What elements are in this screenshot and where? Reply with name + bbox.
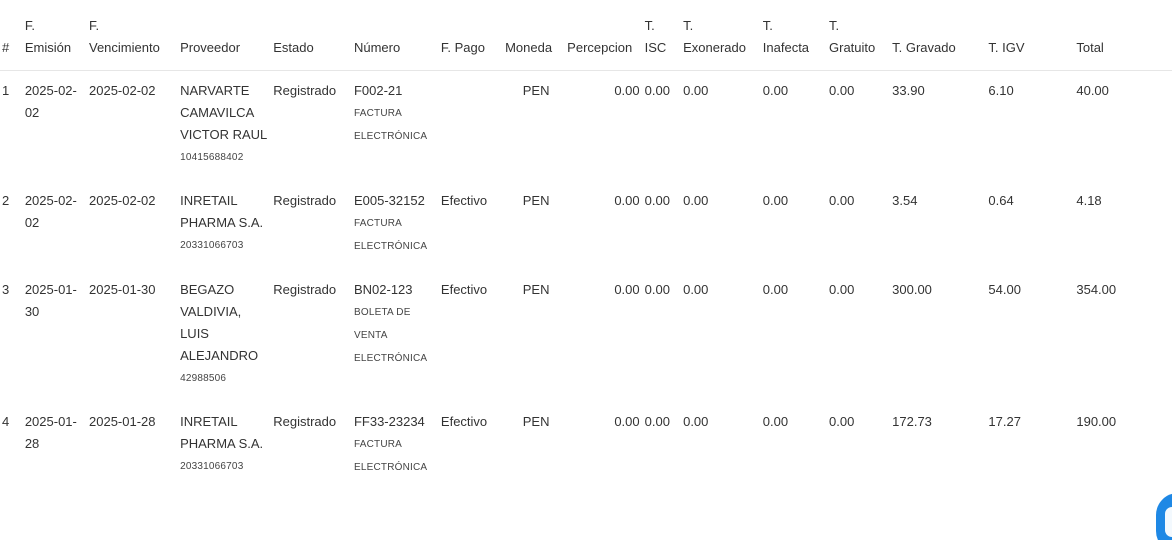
cell-t-gravado: 33.90 bbox=[892, 83, 925, 98]
tipo-documento: FACTURA ELECTRÓNICA bbox=[353, 439, 428, 473]
col-header-index[interactable]: # bbox=[0, 0, 25, 71]
table-header bbox=[0, 0, 1172, 71]
cell-percepcion: 0.00 bbox=[614, 414, 640, 429]
cell-estado: Registrado bbox=[273, 414, 337, 429]
proveedor-name: NARVARTE CAMAVILCA VICTOR RAUL bbox=[180, 83, 268, 142]
cell-proveedor bbox=[180, 270, 273, 402]
tipo-documento: BOLETA DE VENTA ELECTRÓNICA bbox=[353, 307, 428, 364]
cell-numero bbox=[354, 402, 441, 491]
numero-value: E005-32152 bbox=[353, 193, 425, 208]
cell-t-gratuito: 0.00 bbox=[829, 414, 855, 429]
proveedor-name: INRETAIL PHARMA S.A. bbox=[180, 193, 264, 230]
proveedor-name: BEGAZO VALDIVIA, LUIS ALEJANDRO bbox=[180, 282, 259, 363]
col-header-t-igv[interactable]: T. IGV bbox=[988, 0, 1076, 71]
numero-value: BN02-123 bbox=[353, 282, 413, 297]
col-header-t-exonerado[interactable]: T. Exonerado bbox=[683, 0, 763, 71]
cell-t-igv: 17.27 bbox=[988, 414, 1021, 429]
table-row[interactable] bbox=[0, 270, 1172, 402]
cell-f-emision: 2025-02-02 bbox=[24, 193, 77, 230]
cell-t-exonerado: 0.00 bbox=[683, 414, 709, 429]
cell-t-inafecta: 0.00 bbox=[762, 193, 789, 208]
cell-index: 4 bbox=[2, 414, 10, 429]
cell-total: 190.00 bbox=[1076, 414, 1117, 429]
cell-moneda: PEN bbox=[522, 193, 550, 208]
cell-numero bbox=[354, 270, 441, 402]
cell-t-isc: 0.00 bbox=[644, 83, 670, 98]
numero-value: F002-21 bbox=[353, 83, 403, 98]
header-row bbox=[0, 0, 1172, 71]
cell-t-gravado: 172.73 bbox=[892, 414, 932, 429]
table-body bbox=[0, 71, 1172, 492]
col-header-f-vencimiento[interactable]: F. Vencimiento bbox=[89, 0, 180, 71]
proveedor-name: INRETAIL PHARMA S.A. bbox=[180, 414, 264, 451]
cell-moneda: PEN bbox=[522, 414, 550, 429]
cell-f-vencimiento: 2025-02-02 bbox=[89, 83, 156, 98]
cell-t-gratuito: 0.00 bbox=[829, 193, 855, 208]
col-header-t-gratuito[interactable]: T. Gratuito bbox=[829, 0, 892, 71]
cell-estado: Registrado bbox=[273, 193, 337, 208]
col-header-t-isc[interactable]: T. ISC bbox=[640, 0, 683, 71]
cell-f-pago: Efectivo bbox=[440, 282, 488, 297]
cell-index: 2 bbox=[2, 193, 10, 208]
tipo-documento: FACTURA ELECTRÓNICA bbox=[353, 218, 428, 252]
cell-moneda: PEN bbox=[522, 282, 550, 297]
cell-total: 354.00 bbox=[1076, 282, 1117, 297]
cell-t-inafecta: 0.00 bbox=[762, 83, 789, 98]
cell-numero bbox=[354, 71, 441, 182]
proveedor-ruc: 20331066703 bbox=[180, 461, 244, 472]
cell-percepcion: 0.00 bbox=[614, 193, 640, 208]
table-row[interactable] bbox=[0, 402, 1172, 491]
proveedor-ruc: 42988506 bbox=[180, 373, 227, 384]
col-header-percepcion[interactable]: Percepcion bbox=[567, 0, 639, 71]
col-header-t-gravado[interactable]: T. Gravado bbox=[892, 0, 988, 71]
cell-total: 40.00 bbox=[1076, 83, 1109, 98]
col-header-proveedor[interactable]: Proveedor bbox=[180, 0, 273, 71]
cell-f-vencimiento: 2025-01-28 bbox=[89, 414, 156, 429]
col-header-moneda[interactable]: Moneda bbox=[505, 0, 567, 71]
numero-value: FF33-23234 bbox=[353, 414, 425, 429]
proveedor-ruc: 10415688402 bbox=[180, 152, 244, 163]
proveedor-ruc: 20331066703 bbox=[180, 240, 244, 251]
cell-numero bbox=[354, 181, 441, 270]
cell-t-isc: 0.00 bbox=[644, 193, 670, 208]
cell-t-igv: 54.00 bbox=[988, 282, 1021, 297]
cell-index: 1 bbox=[2, 83, 10, 98]
cell-f-vencimiento: 2025-01-30 bbox=[89, 282, 156, 297]
col-header-f-emision[interactable]: F. Emisión bbox=[25, 0, 89, 71]
cell-t-exonerado: 0.00 bbox=[683, 83, 709, 98]
cell-t-gratuito: 0.00 bbox=[829, 83, 855, 98]
cell-f-pago: Efectivo bbox=[440, 193, 488, 208]
cell-f-emision: 2025-01-28 bbox=[24, 414, 77, 451]
col-header-estado[interactable]: Estado bbox=[273, 0, 354, 71]
chat-bubble-icon[interactable] bbox=[1156, 493, 1172, 540]
table-row[interactable] bbox=[0, 181, 1172, 270]
cell-proveedor bbox=[180, 71, 273, 182]
cell-f-pago bbox=[441, 71, 505, 182]
cell-f-vencimiento: 2025-02-02 bbox=[89, 193, 156, 208]
cell-moneda: PEN bbox=[522, 83, 550, 98]
cell-t-isc: 0.00 bbox=[644, 282, 670, 297]
cell-percepcion: 0.00 bbox=[614, 282, 640, 297]
cell-percepcion: 0.00 bbox=[614, 83, 640, 98]
col-header-numero[interactable]: Número bbox=[354, 0, 441, 71]
tipo-documento: FACTURA ELECTRÓNICA bbox=[353, 108, 428, 142]
cell-proveedor bbox=[180, 402, 273, 491]
cell-total: 4.18 bbox=[1076, 193, 1102, 208]
cell-t-inafecta: 0.00 bbox=[762, 282, 789, 297]
cell-f-pago: Efectivo bbox=[440, 414, 488, 429]
cell-index: 3 bbox=[2, 282, 10, 297]
table-row[interactable] bbox=[0, 71, 1172, 182]
col-header-total[interactable]: Total bbox=[1076, 0, 1172, 71]
cell-t-isc: 0.00 bbox=[644, 414, 670, 429]
col-header-f-pago[interactable]: F. Pago bbox=[441, 0, 505, 71]
cell-f-emision: 2025-01-30 bbox=[24, 282, 77, 319]
cell-t-gravado: 300.00 bbox=[892, 282, 932, 297]
cell-t-igv: 0.64 bbox=[988, 193, 1014, 208]
cell-t-inafecta: 0.00 bbox=[762, 414, 789, 429]
cell-t-exonerado: 0.00 bbox=[683, 193, 709, 208]
cell-estado: Registrado bbox=[273, 282, 337, 297]
cell-t-gratuito: 0.00 bbox=[829, 282, 855, 297]
cell-f-emision: 2025-02-02 bbox=[24, 83, 77, 120]
cell-t-igv: 6.10 bbox=[988, 83, 1014, 98]
cell-t-exonerado: 0.00 bbox=[683, 282, 709, 297]
cell-estado: Registrado bbox=[273, 83, 337, 98]
cell-proveedor bbox=[180, 181, 273, 270]
cell-t-gravado: 3.54 bbox=[892, 193, 918, 208]
col-header-t-inafecta[interactable]: T. Inafecta bbox=[763, 0, 829, 71]
